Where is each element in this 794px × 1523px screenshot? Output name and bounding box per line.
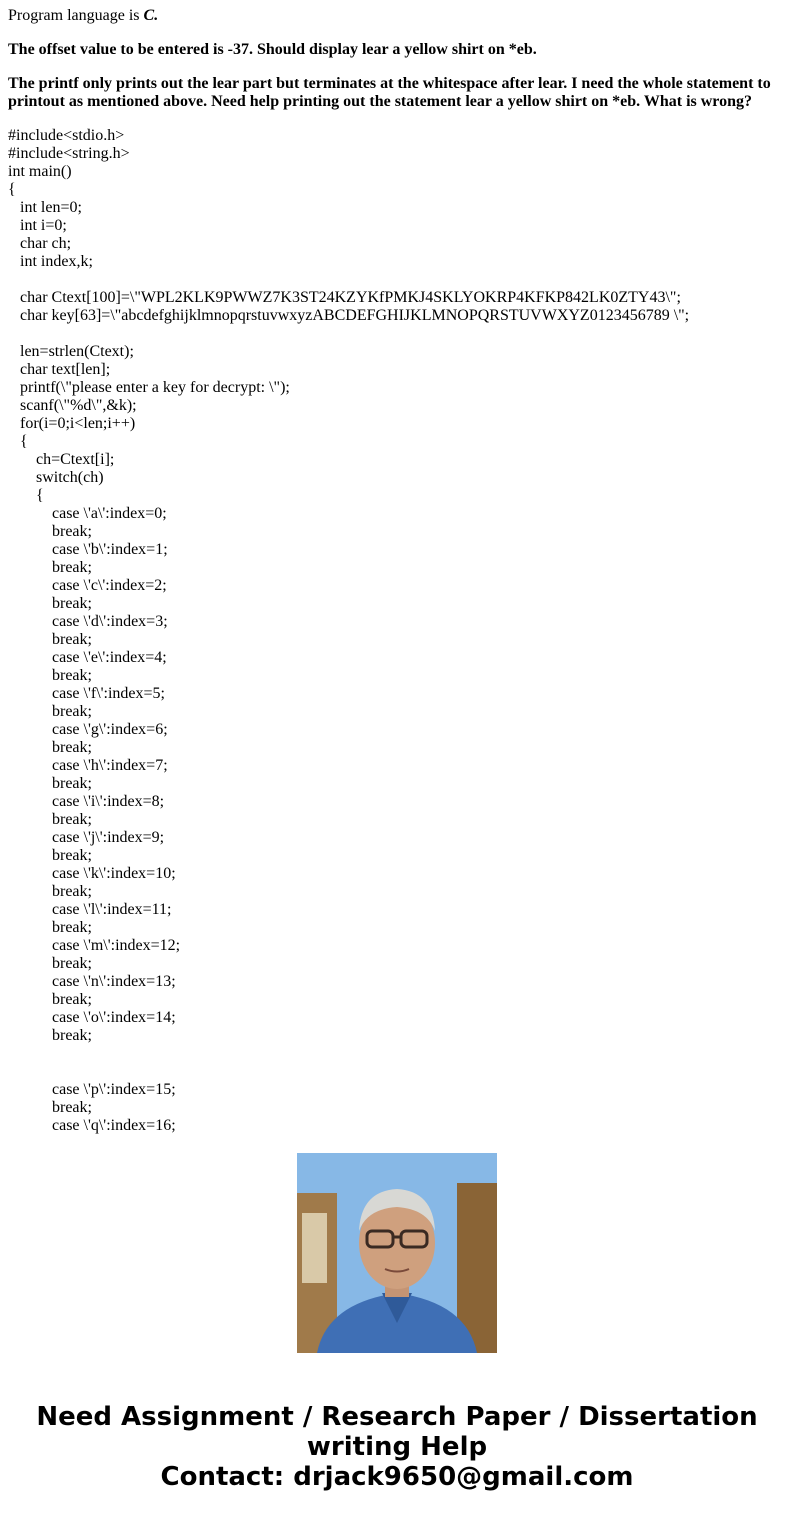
code-line: break; — [8, 1099, 92, 1116]
code-line: case \'p\':index=15; — [8, 1081, 176, 1098]
code-line: break; — [8, 847, 92, 864]
promo-line-2: writing Help — [306, 1432, 488, 1462]
language-name: C. — [143, 7, 159, 24]
code-line: printf(\"please enter a key for decrypt: \"); — [8, 379, 290, 396]
code-line: ch=Ctext[i]; — [8, 451, 115, 468]
code-line: break; — [8, 811, 92, 828]
code-line: for(i=0;i<len;i++) — [8, 415, 136, 432]
code-line: #include<string.h> — [8, 145, 130, 162]
avatar — [297, 1153, 497, 1353]
code-line: break; — [8, 595, 92, 612]
code-line: { — [8, 433, 28, 450]
code-line: char ch; — [8, 235, 72, 252]
promo-banner — [0, 1402, 794, 1492]
language-note — [8, 7, 786, 25]
code-line: break; — [8, 1027, 92, 1044]
code-line: case \'g\':index=6; — [8, 721, 168, 738]
offset-note: The offset value to be entered is -37. Should display lear a yellow shirt on *eb. — [8, 41, 537, 58]
code-line: { — [8, 181, 16, 198]
code-line: scanf(\"%d\",&k); — [8, 397, 137, 414]
problem-description: The printf only prints out the lear part but terminates at the whitespace after lear. I need the whole statement to printout as mentioned above. Need help printing out the statement lear a yellow shirt on *eb. What is wrong? — [8, 75, 771, 110]
code-line: case \'d\':index=3; — [8, 613, 168, 630]
code-line: break; — [8, 739, 92, 756]
code-line: int main() — [8, 163, 72, 180]
code-line — [8, 1045, 786, 1063]
code-line: switch(ch) — [8, 469, 104, 486]
code-line: break; — [8, 883, 92, 900]
code-line: len=strlen(Ctext); — [8, 343, 134, 360]
code-line: #include<stdio.h> — [8, 127, 125, 144]
code-line — [8, 271, 786, 289]
code-line: case \'a\':index=0; — [8, 505, 167, 522]
code-line: break; — [8, 523, 92, 540]
code-line: { — [8, 487, 44, 504]
code-line: case \'h\':index=7; — [8, 757, 168, 774]
code-line: case \'b\':index=1; — [8, 541, 168, 558]
question-content — [8, 0, 786, 1134]
promo-line-1: Need Assignment / Research Paper / Dissertation — [36, 1402, 758, 1432]
code-line: case \'o\':index=14; — [8, 1009, 176, 1026]
code-line: case \'f\':index=5; — [8, 685, 165, 702]
person-photo-icon — [297, 1153, 497, 1353]
code-line: break; — [8, 775, 92, 792]
code-line: int i=0; — [8, 217, 67, 234]
code-line: break; — [8, 559, 92, 576]
code-line — [8, 325, 786, 343]
code-line: int index,k; — [8, 253, 93, 270]
code-line: case \'n\':index=13; — [8, 973, 176, 990]
code-line: case \'e\':index=4; — [8, 649, 167, 666]
code-line: case \'i\':index=8; — [8, 793, 165, 810]
code-line: case \'j\':index=9; — [8, 829, 165, 846]
code-line: case \'k\':index=10; — [8, 865, 176, 882]
code-line: break; — [8, 991, 92, 1008]
code-line: int len=0; — [8, 199, 82, 216]
code-line: case \'m\':index=12; — [8, 937, 181, 954]
code-line: char Ctext[100]=\"WPL2KLK9PWWZ7K3ST24KZYKfPMKJ4SKLYOKRP4KFKP842LK0ZTY43\"; — [8, 289, 681, 306]
code-line: char text[len]; — [8, 361, 111, 378]
code-line — [8, 1063, 786, 1081]
code-line: break; — [8, 919, 92, 936]
code-line: case \'c\':index=2; — [8, 577, 167, 594]
promo-contact: Contact: drjack9650@gmail.com — [160, 1462, 634, 1492]
photo-frame — [302, 1213, 327, 1283]
code-block — [8, 127, 786, 1135]
code-line: break; — [8, 955, 92, 972]
code-line: break; — [8, 667, 92, 684]
code-line: case \'q\':index=16; — [8, 1117, 176, 1134]
code-line: char key[63]=\"abcdefghijklmnopqrstuvwxyzABCDEFGHIJKLMNOPQRSTUVWXYZ0123456789 \"; — [8, 307, 690, 324]
code-line: break; — [8, 703, 92, 720]
code-line: case \'l\':index=11; — [8, 901, 172, 918]
language-note-prefix: Program language is — [8, 7, 144, 24]
code-line: break; — [8, 631, 92, 648]
